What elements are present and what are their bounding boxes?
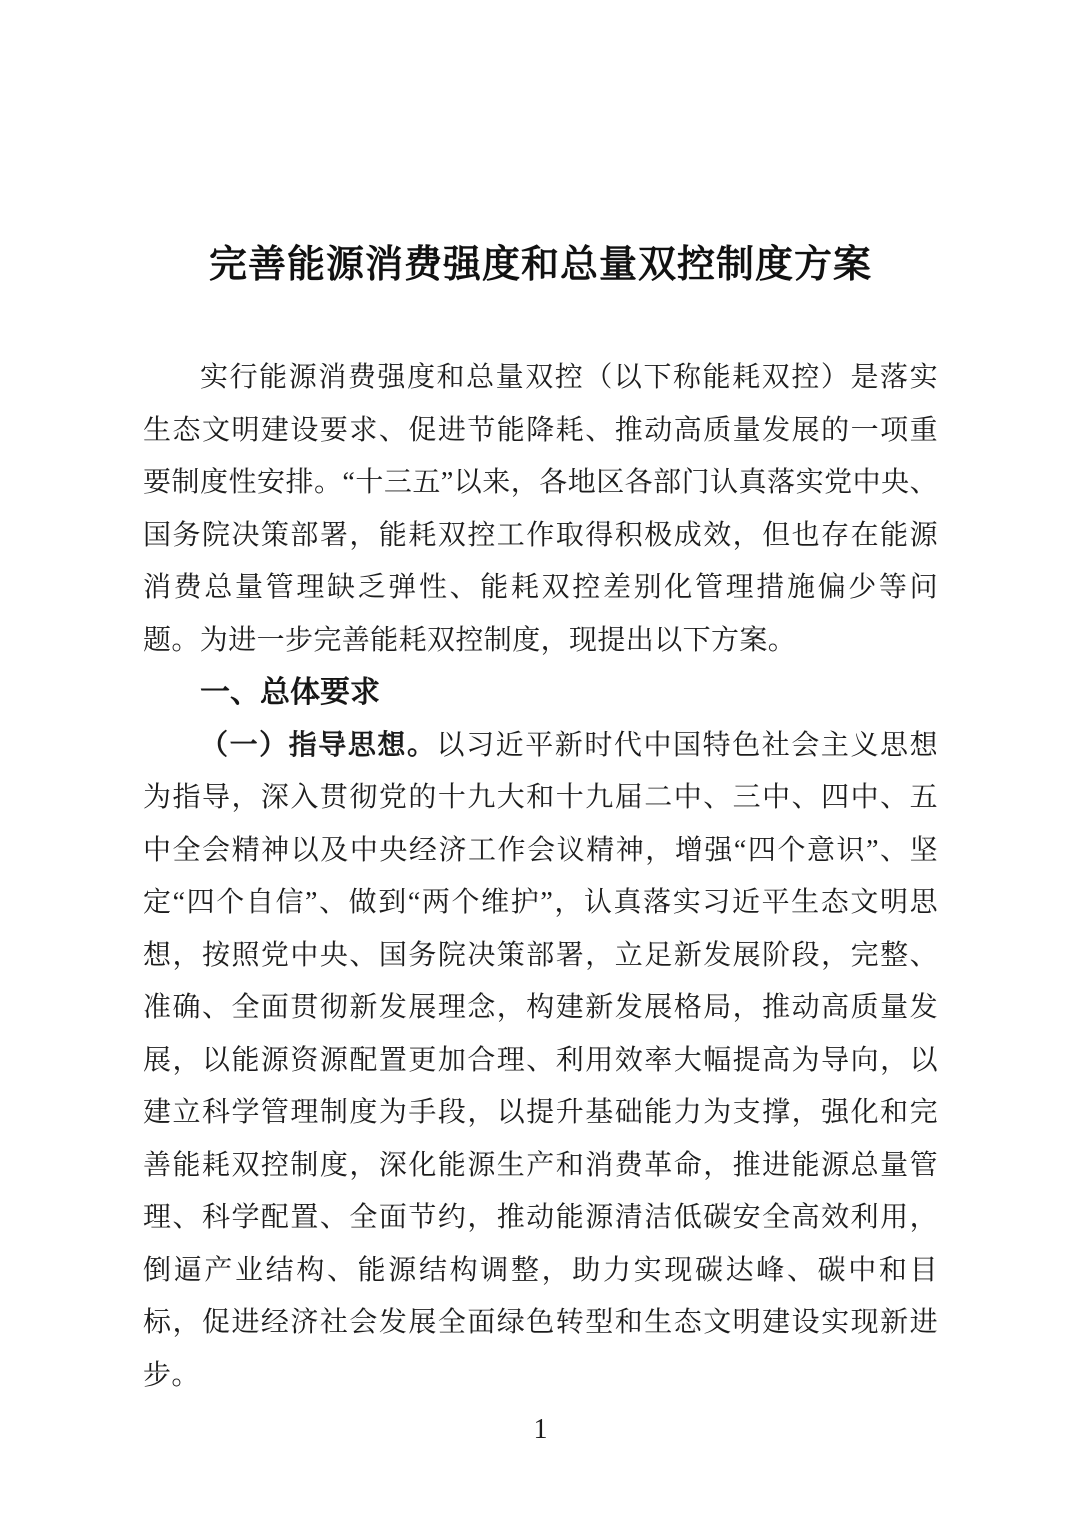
- guiding-ideology-lead: （一）指导思想。: [200, 729, 437, 761]
- page-number: 1: [533, 1414, 548, 1445]
- document-title: 完善能源消费强度和总量双控制度方案: [208, 244, 872, 286]
- guiding-ideology-text: 以习近平新时代中国特色社会主义思想为指导，深入贯彻党的十九大和十九届二中、三中、四中、五中全会精神以及中央经济工作会议精神，增强“四个意识”、坚定“四个自信”、做到“两个维护”，认真落实习近平生态文明思想，按照党中央、国务院决策部署，立足新发展阶段，完整、准确、全面贯彻新发展理念，构建新发展格局，推动高质量发展，以能源资源配置更加合理、利用效率大幅提高为导向，以建立科学管理制度为手段，以提升基础能力为支撑，强化和完善能耗双控制度，深化能源生产和消费革命，推进能源总量管理、科学配置、全面节约，推动能源清洁低碳安全高效利用，倒逼产业结构、能源结构调整，助力实现碳达峰、碳中和目标，促进经济社会发展全面绿色转型和生态文明建设实现新进步。: [143, 729, 938, 1391]
- guiding-ideology-paragraph: [143, 720, 938, 1403]
- section-heading-overall-requirements: 一、总体要求: [200, 676, 380, 709]
- intro-paragraph: 实行能源消费强度和总量双控（以下称能耗双控）是落实生态文明建设要求、促进节能降耗、推动高质量发展的一项重要制度性安排。“十三五”以来，各地区各部门认真落实党中央、国务院决策部署，能耗双控工作取得积极成效，但也存在能源消费总量管理缺乏弹性、能耗双控差别化管理措施偏少等问题。为进一步完善能耗双控制度，现提出以下方案。: [143, 362, 938, 656]
